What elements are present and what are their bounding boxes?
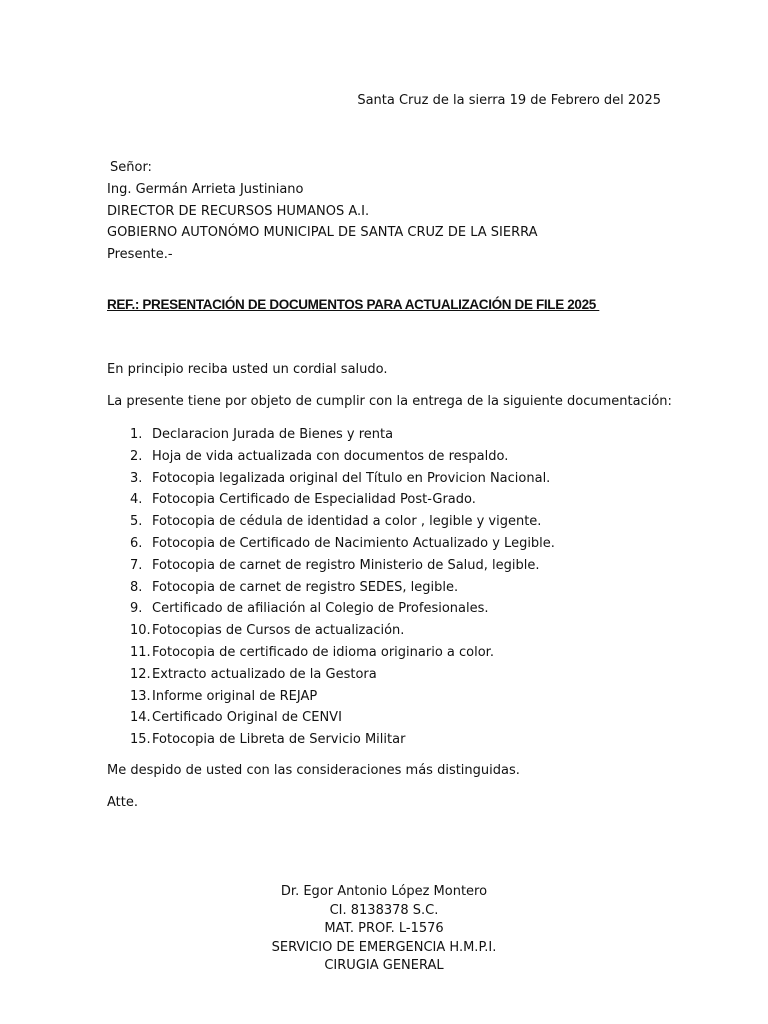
- list-item: [107, 555, 540, 577]
- list-item: [107, 511, 542, 533]
- list-item-text: Fotocopia de certificado de idioma originario a color.: [152, 644, 494, 660]
- list-item-number: 15.: [130, 732, 151, 748]
- list-item: [107, 642, 494, 664]
- recipient-presente: Presente.-: [107, 247, 173, 263]
- list-item: [107, 620, 405, 642]
- list-item-text: Declaracion Jurada de Bienes y renta: [152, 427, 394, 442]
- list-item-text: Fotocopias de Cursos de actualización.: [152, 623, 405, 639]
- list-item-number: 4.: [130, 492, 143, 508]
- documents-list: [107, 424, 555, 751]
- list-item: [107, 729, 406, 751]
- list-item: [107, 533, 555, 555]
- reference-line: REF.: PRESENTACIÓN DE DOCUMENTOS PARA ACTUALIZACIÓN DE FILE 2025: [107, 297, 600, 312]
- list-item-number: 5.: [130, 514, 143, 530]
- list-item-text: Informe original de REJAP: [152, 688, 318, 704]
- list-item-number: 10.: [130, 623, 151, 639]
- list-item-text: Hoja de vida actualizada con documentos de respaldo.: [152, 448, 509, 464]
- list-item: [107, 577, 459, 599]
- list-item-text: Fotocopia de cédula de identidad a color , legible y vigente.: [152, 514, 542, 530]
- list-item: [107, 598, 489, 620]
- list-item-number: 7.: [130, 557, 143, 573]
- intro-paragraph: La presente tiene por objeto de cumplir con la entrega de la siguiente documentación:: [107, 394, 672, 409]
- list-item: [107, 707, 342, 729]
- list-item-number: 12.: [130, 666, 151, 682]
- list-item-number: 8.: [130, 579, 143, 595]
- list-item-text: Certificado de afiliación al Colegio de Profesionales.: [152, 601, 489, 617]
- list-item: [107, 489, 476, 511]
- list-item: [107, 446, 509, 468]
- list-item: [107, 468, 551, 490]
- list-item-text: Fotocopia de carnet de registro SEDES, legible.: [152, 579, 459, 595]
- signature-matricula: MAT. PROF. L-1576: [324, 921, 444, 936]
- list-item-text: Fotocopia legalizada original del Título en Provicion Nacional.: [152, 470, 551, 486]
- signature-name: Dr. Egor Antonio López Montero: [280, 884, 488, 899]
- list-item-number: 13.: [130, 688, 151, 704]
- list-item-text: Fotocopia de carnet de registro Ministerio de Salud, legible.: [152, 557, 540, 573]
- list-item-number: 2.: [130, 448, 143, 464]
- list-item-number: 11.: [130, 644, 151, 660]
- list-item-number: 6.: [130, 535, 143, 551]
- list-item: [107, 664, 377, 686]
- greeting-paragraph: En principio reciba usted un cordial saludo.: [107, 362, 388, 377]
- signature-ci: CI. 8138378 S.C.: [329, 902, 439, 918]
- list-item-text: Fotocopia Certificado de Especialidad Post-Grado.: [152, 492, 476, 508]
- recipient-name: Ing. Germán Arrieta Justiniano: [107, 181, 304, 197]
- recipient-institution: GOBIERNO AUTONÓMO MUNICIPAL DE SANTA CRUZ DE LA SIERRA: [107, 225, 538, 241]
- list-item-number: 1.: [130, 427, 143, 442]
- date-line: Santa Cruz de la sierra 19 de Febrero del 2025: [357, 93, 661, 108]
- recipient-block: [107, 157, 538, 266]
- list-item-number: 9.: [130, 601, 143, 617]
- list-item-number: 3.: [130, 470, 143, 486]
- signature-specialty: CIRUGIA GENERAL: [324, 958, 444, 973]
- atte-line: Atte.: [107, 795, 138, 810]
- list-item-number: 14.: [130, 710, 151, 726]
- list-item: [107, 686, 318, 708]
- list-item: [107, 424, 394, 446]
- closing-paragraph: Me despido de usted con las consideraciones más distinguidas.: [107, 763, 520, 778]
- signature-block: [0, 883, 768, 976]
- list-item-text: Certificado Original de CENVI: [152, 710, 342, 726]
- list-item-text: Fotocopia de Libreta de Servicio Militar: [152, 732, 406, 748]
- recipient-position: DIRECTOR DE RECURSOS HUMANOS A.I.: [107, 203, 370, 219]
- list-item-text: Extracto actualizado de la Gestora: [152, 666, 377, 682]
- recipient-salutation: Señor:: [110, 160, 152, 175]
- list-item-text: Fotocopia de Certificado de Nacimiento Actualizado y Legible.: [152, 535, 555, 551]
- signature-service: SERVICIO DE EMERGENCIA H.M.P.I.: [271, 939, 497, 955]
